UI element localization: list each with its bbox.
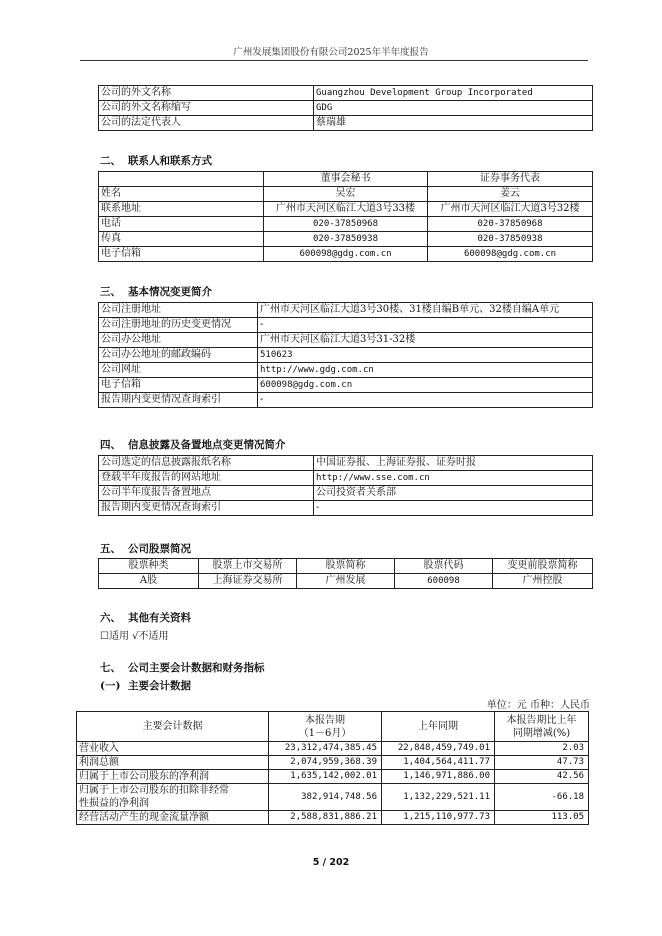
table-row [77, 742, 589, 756]
row-value: Guangzhou Development Group Incorporated [314, 86, 593, 101]
header-cell: 本报告期 （1－6月） [269, 712, 382, 742]
cell: 42.56 [495, 770, 589, 784]
row-value: - [258, 393, 593, 408]
header-cell: 本报告期比上年 同期增减(%) [495, 712, 589, 742]
row-value: GDG [314, 101, 593, 116]
row-label: 归属于上市公司股东的扣除非经常 性损益的净利润 [77, 784, 269, 811]
cell: 2.03 [495, 742, 589, 756]
table-header-row [77, 712, 589, 742]
row-label: 报告期内变更情况查询索引 [99, 501, 314, 516]
table-row [99, 318, 593, 333]
cell: 020-37850968 [264, 217, 428, 232]
cell: 1,146,971,886.00 [382, 770, 495, 784]
cell: 020-37850968 [428, 217, 593, 232]
row-label: 公司半年度报告备置地点 [99, 486, 314, 501]
cell: 2,074,959,368.39 [269, 756, 382, 770]
table-row [99, 232, 593, 247]
row-label: 电话 [99, 217, 264, 232]
table-row [99, 574, 593, 589]
cell: 广州市天河区临江大道3号33楼 [264, 202, 428, 217]
table-row [99, 101, 593, 116]
row-label: 经营活动产生的现金流量净额 [77, 811, 269, 825]
row-label: 姓名 [99, 187, 264, 202]
header-cell: 上年同期 [382, 712, 495, 742]
header-cell: 董事会秘书 [264, 172, 428, 187]
cell: 1,215,110,977.73 [382, 811, 495, 825]
section-heading: 七、 公司主要会计数据和财务指标 [100, 662, 265, 674]
financial-data-table [76, 711, 589, 825]
row-label: 公司注册地址的历史变更情况 [99, 318, 258, 333]
page-header: 广州发展集团股份有限公司2025年半年度报告 [233, 47, 429, 58]
row-value: - [258, 318, 593, 333]
row-value: 广州市天河区临江大道3号30楼、31楼自编B单元、32楼自编A单元 [258, 303, 593, 318]
cell: 22,848,459,749.01 [382, 742, 495, 756]
row-label: 传真 [99, 232, 264, 247]
header-cell: 股票代码 [395, 559, 493, 574]
header-divider [80, 60, 588, 61]
cell: 600098@gdg.com.cn [264, 247, 428, 262]
row-value: http://www.sse.com.cn [314, 471, 593, 486]
disclosure-table [98, 455, 593, 516]
table-row [99, 471, 593, 486]
row-label: 报告期内变更情况查询索引 [99, 393, 258, 408]
row-label: 公司注册地址 [99, 303, 258, 318]
row-label: 公司办公地址 [99, 333, 258, 348]
table-row [99, 378, 593, 393]
table-row [99, 202, 593, 217]
row-label: 公司的法定代表人 [99, 116, 314, 131]
cell: A股 [99, 574, 199, 589]
table-row [77, 770, 589, 784]
section-heading: 三、 基本情况变更简介 [100, 286, 212, 298]
section-heading: 六、 其他有关资料 [100, 612, 191, 624]
row-label: 公司办公地址的邮政编码 [99, 348, 258, 363]
row-value: 蔡瑞雄 [314, 116, 593, 131]
table-row [77, 756, 589, 770]
unit-currency-note: 单位：元 币种：人民币 [486, 700, 590, 711]
table-row [77, 784, 589, 811]
row-label: 利润总额 [77, 756, 269, 770]
header-cell: 股票简称 [297, 559, 395, 574]
cell: 1,404,564,411.77 [382, 756, 495, 770]
row-label: 电子信箱 [99, 378, 258, 393]
table-row [99, 86, 593, 101]
stock-table [98, 558, 593, 589]
header-cell: 证券事务代表 [428, 172, 593, 187]
applicability-options: ☐适用 √不适用 [100, 631, 169, 642]
row-label: 公司网址 [99, 363, 258, 378]
cell: 1,635,142,002.01 [269, 770, 382, 784]
row-label: 电子信箱 [99, 247, 264, 262]
cell: 382,914,748.56 [269, 784, 382, 811]
basic-info-table [98, 302, 593, 408]
table-row [99, 393, 593, 408]
row-label: 联系地址 [99, 202, 264, 217]
cell: 600098@gdg.com.cn [428, 247, 593, 262]
cell: 020-37850938 [264, 232, 428, 247]
row-value: 广州市天河区临江大道3号31-32楼 [258, 333, 593, 348]
section-heading: 四、 信息披露及备置地点变更情况简介 [100, 439, 286, 451]
row-label: 登载半年度报告的网站地址 [99, 471, 314, 486]
cell: 1,132,229,521.11 [382, 784, 495, 811]
table-row [99, 363, 593, 378]
cell: 广州市天河区临江大道3号32楼 [428, 202, 593, 217]
cell: 上海证券交易所 [199, 574, 297, 589]
table-row [77, 811, 589, 825]
row-label: 公司的外文名称 [99, 86, 314, 101]
row-value: 公司投资者关系部 [314, 486, 593, 501]
cell: 广州发展 [297, 574, 395, 589]
header-cell: 股票上市交易所 [199, 559, 297, 574]
cell: 600098 [395, 574, 493, 589]
subsection-heading: (一) 主要会计数据 [100, 680, 191, 692]
cell: 020-37850938 [428, 232, 593, 247]
table-row [99, 348, 593, 363]
cell: 广州控股 [493, 574, 593, 589]
table-row [99, 116, 593, 131]
section-heading: 五、 公司股票简况 [100, 543, 191, 555]
row-label: 归属于上市公司股东的净利润 [77, 770, 269, 784]
header-cell: 变更前股票简称 [493, 559, 593, 574]
page-number: 5 / 202 [312, 857, 350, 868]
row-value: http://www.gdg.com.cn [258, 363, 593, 378]
row-value: 600098@gdg.com.cn [258, 378, 593, 393]
header-cell [99, 172, 264, 187]
table-header-row [99, 559, 593, 574]
row-label: 公司的外文名称缩写 [99, 101, 314, 116]
table-row [99, 247, 593, 262]
table-row [99, 217, 593, 232]
cell: 113.05 [495, 811, 589, 825]
row-value: 510623 [258, 348, 593, 363]
cell: 姜云 [428, 187, 593, 202]
table-row [99, 486, 593, 501]
row-value: - [314, 501, 593, 516]
cell: 吴宏 [264, 187, 428, 202]
row-value: 中国证券报、上海证券报、证券时报 [314, 456, 593, 471]
cell: 23,312,474,385.45 [269, 742, 382, 756]
table-row [99, 456, 593, 471]
table-header-row [99, 172, 593, 187]
company-info-table [98, 85, 593, 131]
table-row [99, 303, 593, 318]
table-row [99, 333, 593, 348]
table-row [99, 501, 593, 516]
row-label: 营业收入 [77, 742, 269, 756]
cell: 2,588,831,886.21 [269, 811, 382, 825]
header-cell: 主要会计数据 [77, 712, 269, 742]
cell: -66.18 [495, 784, 589, 811]
contact-table [98, 171, 593, 262]
section-heading: 二、 联系人和联系方式 [100, 155, 212, 167]
header-cell: 股票种类 [99, 559, 199, 574]
table-row [99, 187, 593, 202]
row-label: 公司选定的信息披露报纸名称 [99, 456, 314, 471]
cell: 47.73 [495, 756, 589, 770]
